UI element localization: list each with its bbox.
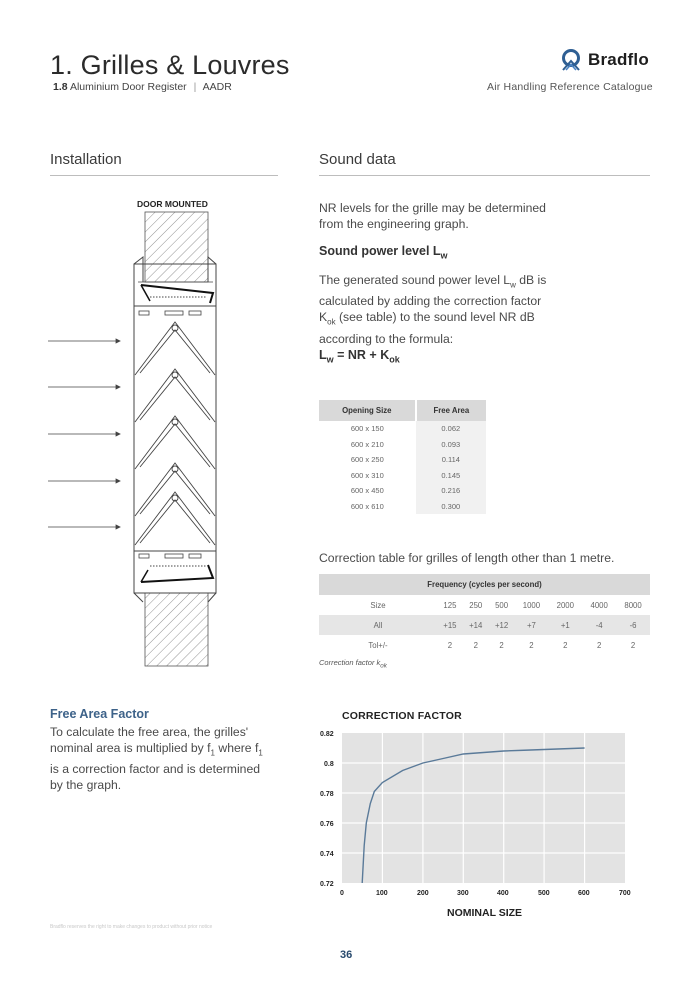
cell: 2: [630, 640, 636, 650]
free-area-factor-heading: Free Area Factor: [50, 707, 149, 721]
table-row: [319, 421, 486, 437]
disclaimer: Bradflo reserves the right to make changes to product without prior notice: [50, 924, 213, 930]
bradflo-logo-icon: [560, 49, 582, 71]
cell: +7: [514, 615, 548, 635]
cell: 2: [499, 640, 504, 650]
correction-factor-chart: [315, 725, 655, 905]
page-title: 1. Grilles & Louvres: [50, 50, 290, 80]
door-register-cross-section-diagram-icon: [48, 210, 248, 670]
svg-text:300: 300: [457, 890, 469, 897]
cell: 2: [473, 640, 478, 650]
table-header-row: [319, 400, 486, 421]
chart-x-axis-label: NOMINAL SIZE: [447, 907, 523, 919]
table-row: [319, 468, 486, 484]
separator: |: [193, 81, 197, 93]
sound-data-divider: [319, 175, 650, 176]
table-row: [319, 452, 486, 468]
product-subtitle: [53, 81, 232, 93]
svg-text:100: 100: [376, 890, 388, 897]
catalogue-title: Air Handling Reference Catalogue: [487, 81, 653, 93]
formula-a: L: [319, 348, 327, 362]
body-text-1: The generated sound power level L: [319, 273, 511, 287]
heading-text: Sound power level L: [319, 244, 441, 258]
cell: 500: [495, 600, 509, 610]
free-area-value: 0.062: [416, 421, 486, 437]
body-text-3: (see table) to the sound level NR dB according to the formula:: [319, 310, 535, 346]
formula-b: = NR + K: [333, 348, 390, 362]
svg-text:0.72: 0.72: [320, 881, 334, 888]
svg-text:0.82: 0.82: [320, 731, 334, 738]
opening-size: 600 x 250: [350, 455, 384, 465]
cell: 4000: [590, 600, 608, 610]
cell: -6: [616, 615, 650, 635]
diagram-label: DOOR MOUNTED: [137, 199, 208, 209]
svg-text:500: 500: [538, 890, 550, 897]
sound-body: [319, 272, 549, 347]
brand-name: Bradflo: [588, 50, 649, 69]
chart-title: CORRECTION FACTOR: [342, 710, 462, 722]
opening-size: 600 x 310: [350, 470, 384, 480]
cell: 125: [443, 600, 457, 610]
table-row: [319, 615, 650, 635]
table-row: [319, 437, 486, 453]
correction-factor-note: [319, 658, 387, 670]
faf-text-3: is a correction factor and is determined by the graph.: [50, 762, 260, 793]
sound-intro: NR levels for the grille may be determined from the engineering graph.: [319, 201, 546, 231]
svg-text:0.74: 0.74: [320, 851, 334, 858]
section-number: 1.8: [53, 81, 68, 93]
svg-text:0.76: 0.76: [320, 821, 334, 828]
cell: 2: [597, 640, 602, 650]
opening-size: 600 x 150: [350, 424, 384, 434]
svg-text:700: 700: [619, 890, 631, 897]
free-area-value: 0.093: [416, 437, 486, 453]
installation-divider: [50, 175, 278, 176]
note-text: Correction factor k: [319, 658, 381, 667]
formula-a-sub: w: [326, 354, 334, 365]
installation-heading: Installation: [50, 151, 122, 168]
cell: 8000: [624, 600, 642, 610]
faf-sub-1: 1: [210, 748, 215, 758]
table-row: [319, 483, 486, 499]
free-area-value: 0.300: [416, 499, 486, 515]
cell: 2: [529, 640, 534, 650]
row-label: Size: [370, 600, 386, 610]
free-area-value: 0.216: [416, 483, 486, 499]
heading-sub: w: [440, 250, 448, 261]
correction-table-caption: Correction table for grilles of length other than 1 metre.: [319, 551, 615, 565]
free-area-value: 0.145: [416, 468, 486, 484]
opening-size: 600 x 610: [350, 501, 384, 511]
column-header: Free Area: [416, 400, 486, 421]
product-code: AADR: [202, 81, 232, 93]
section-name: Aluminium Door Register: [69, 81, 187, 93]
sound-data-heading: Sound data: [319, 151, 396, 168]
free-area-factor-text: [50, 724, 270, 793]
svg-text:0: 0: [340, 890, 344, 897]
sound-formula: [319, 348, 400, 365]
correction-table: [319, 574, 650, 655]
sound-power-heading: [319, 244, 448, 261]
opening-size: 600 x 450: [350, 486, 384, 496]
table-header-row: [319, 574, 650, 595]
free-area-value: 0.114: [416, 452, 486, 468]
cell: +1: [548, 615, 582, 635]
row-label: All: [319, 615, 437, 635]
cell: 1000: [522, 600, 541, 610]
table-row: [319, 499, 486, 515]
opening-size: 600 x 210: [350, 439, 384, 449]
cell: -4: [582, 615, 616, 635]
row-label: Tol+/-: [368, 640, 388, 650]
faf-text-1: To calculate the free area, the grilles' nominal area is multiplied by f: [50, 725, 249, 755]
cell: +15: [437, 615, 463, 635]
formula-b-sub: ok: [389, 354, 400, 365]
note-sub: ok: [380, 662, 387, 670]
body-sub-2: ok: [327, 317, 336, 327]
cell: 250: [469, 600, 483, 610]
cell: 2: [563, 640, 568, 650]
svg-text:200: 200: [417, 890, 429, 897]
faf-sub-2: 1: [258, 748, 263, 758]
svg-text:600: 600: [578, 890, 590, 897]
body-sub-1: w: [510, 280, 516, 290]
svg-text:0.78: 0.78: [320, 791, 334, 798]
table-row: [319, 595, 650, 615]
column-header: Opening Size: [319, 400, 416, 421]
table-row: [319, 635, 650, 655]
cell: +14: [463, 615, 489, 635]
body-text-2: dB is calculated by adding the correction factor K: [319, 273, 547, 325]
free-area-table: [319, 400, 486, 514]
cell: 2000: [556, 600, 574, 610]
cell: +12: [489, 615, 515, 635]
cell: 2: [447, 640, 453, 650]
frequency-header: Frequency (cycles per second): [319, 574, 650, 595]
svg-text:0.8: 0.8: [324, 761, 334, 768]
brand-logo: [560, 49, 649, 71]
svg-text:400: 400: [497, 890, 509, 897]
faf-text-2: where f: [215, 741, 259, 755]
page-number: 36: [340, 949, 353, 961]
